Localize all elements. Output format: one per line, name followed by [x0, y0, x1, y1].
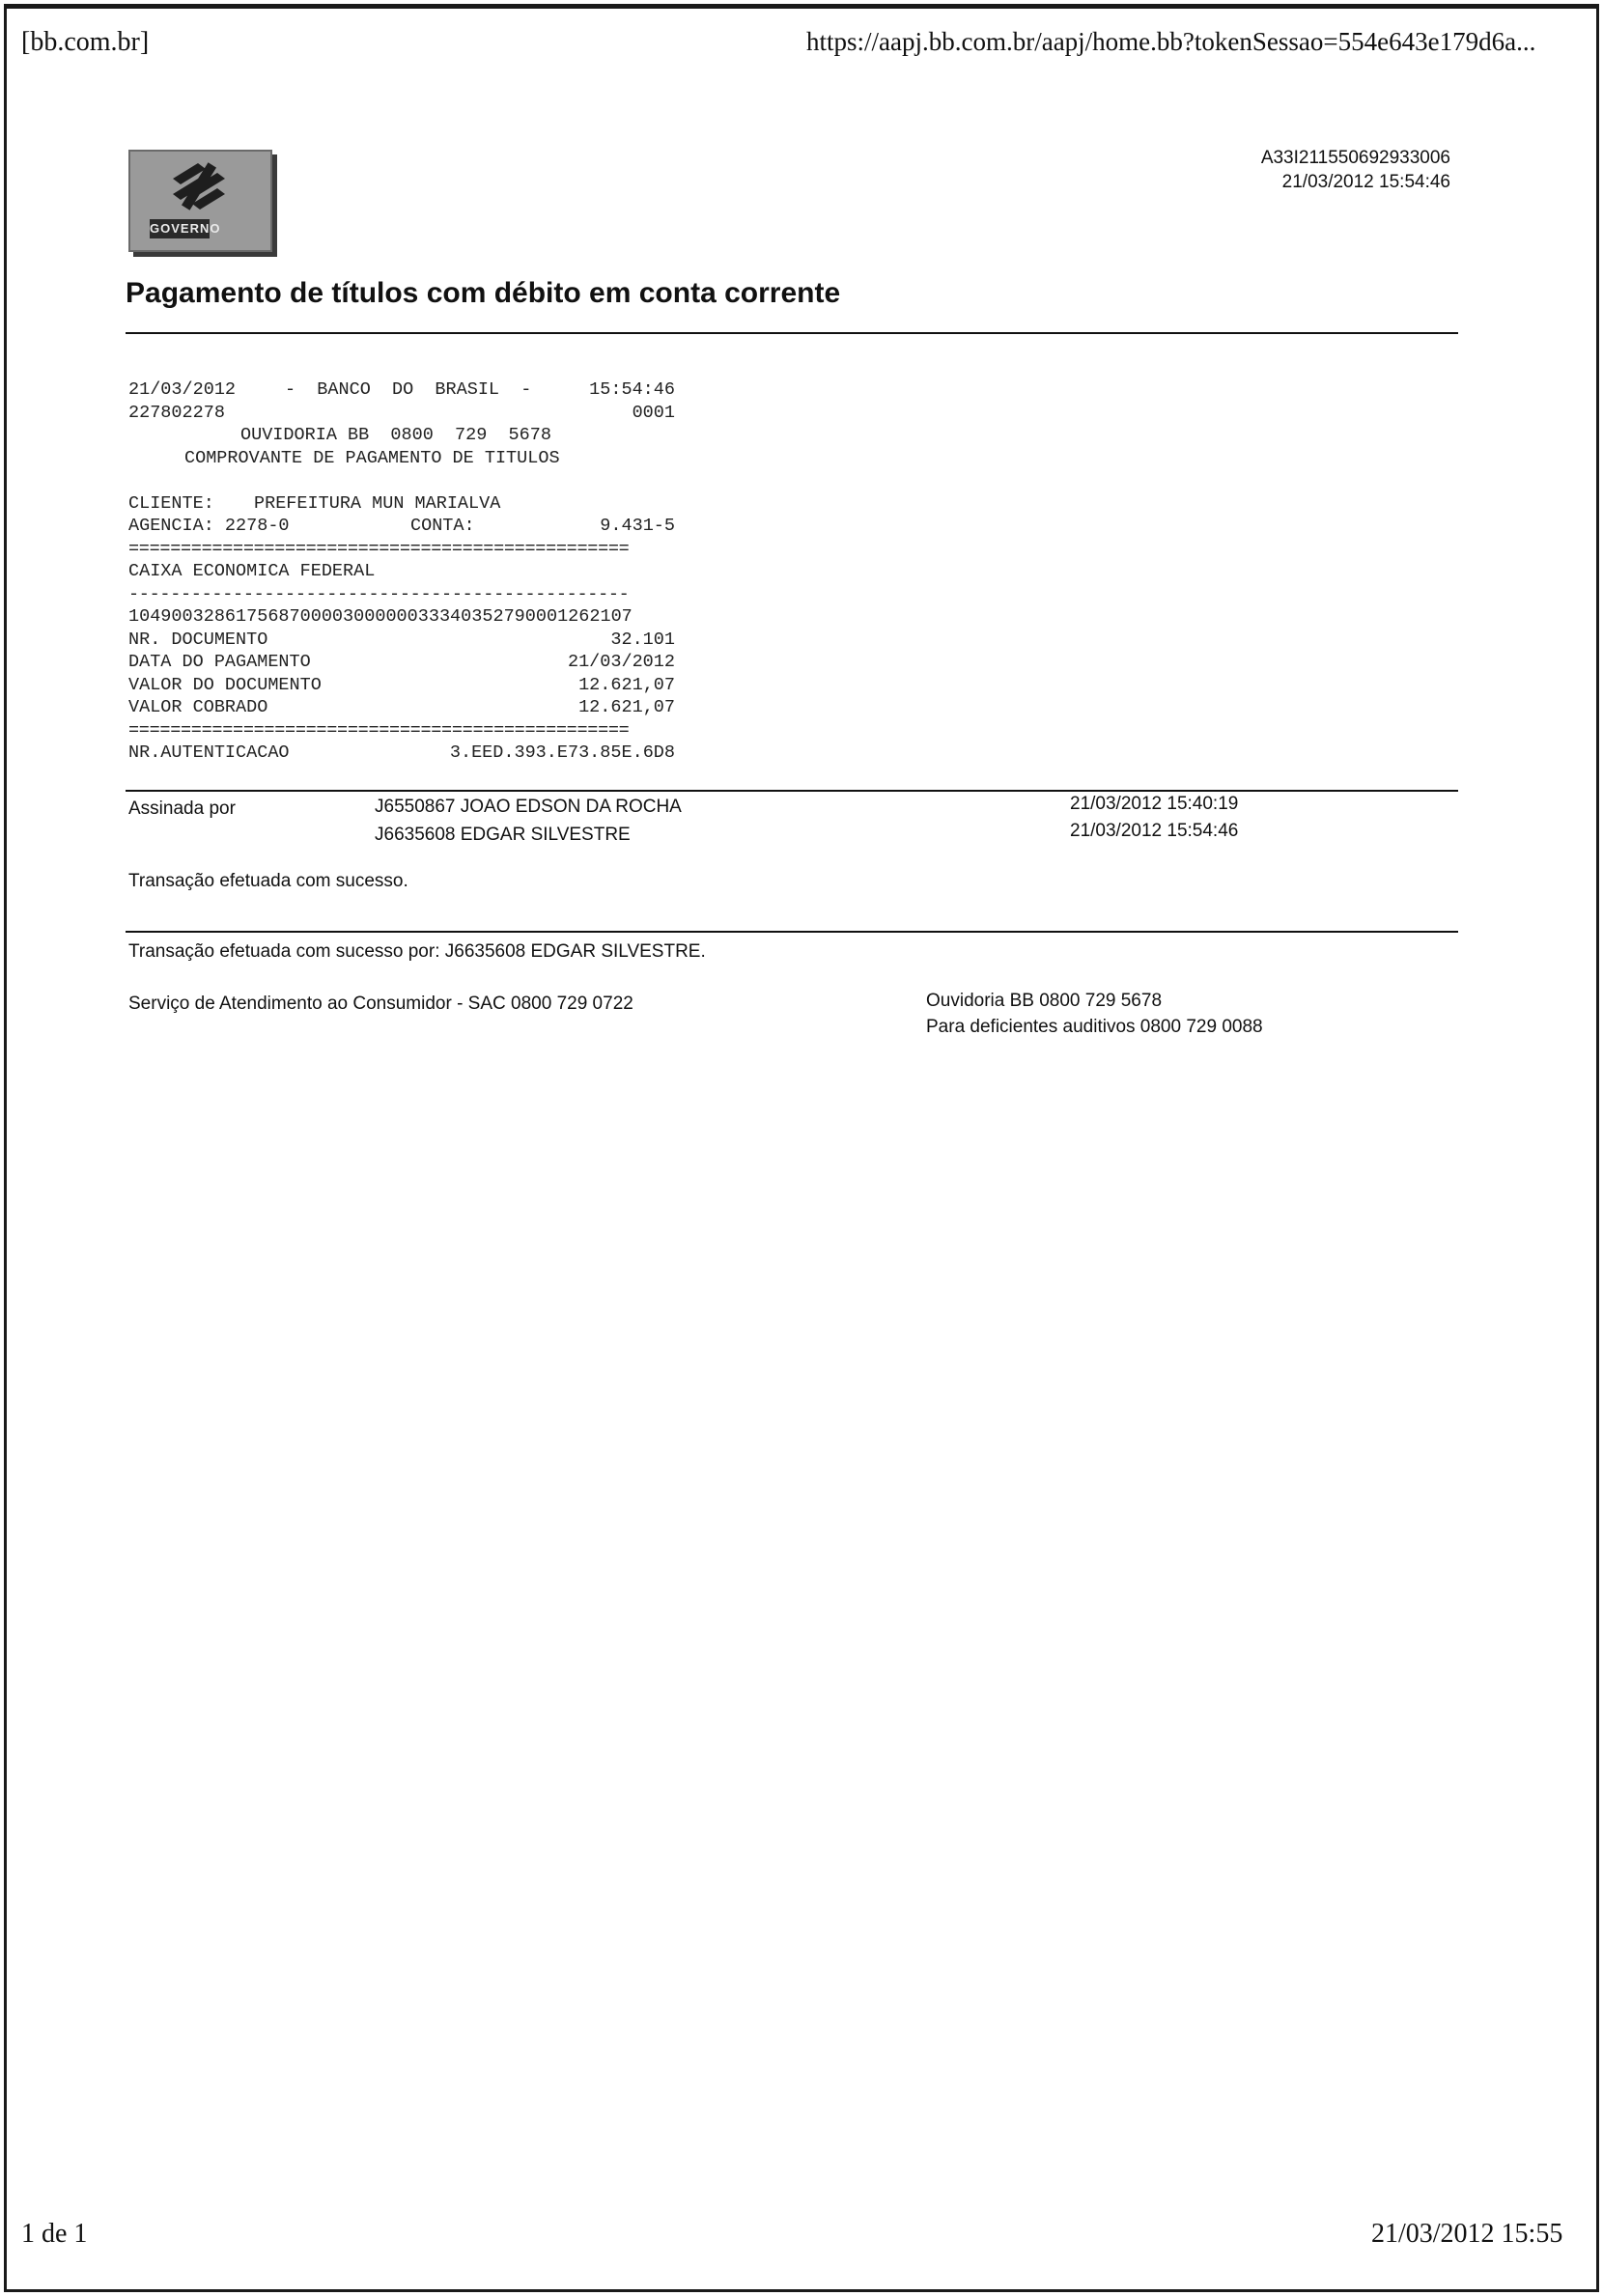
receipt-item-row: [128, 651, 675, 674]
receipt-item-row: [128, 629, 675, 652]
receipt-beneficiario: CAIXA ECONOMICA FEDERAL: [128, 561, 376, 581]
receipt-autenticacao-value: 3.EED.393.E73.85E.6D8: [449, 742, 675, 763]
bb-logo-icon: [169, 159, 229, 213]
receipt-terminal: 227802278: [128, 402, 225, 423]
receipt-ouvidoria: OUVIDORIA BB 0800 729 5678: [240, 425, 551, 445]
receipt-ouvidoria-row: [128, 424, 675, 447]
receipt-item-row: [128, 696, 675, 719]
payment-receipt: [128, 378, 675, 765]
receipt-spacer: [128, 469, 675, 492]
receipt-cliente-row: [128, 492, 675, 516]
signed-by-label: Assinada por: [128, 798, 236, 819]
receipt-beneficiario-row: [128, 560, 675, 583]
receipt-separator-single: ------------------------------------------------: [128, 583, 630, 604]
print-header-site: [bb.com.br]: [21, 27, 150, 57]
receipt-cliente-label: CLIENTE:: [128, 492, 214, 514]
deficientes-contact: Para deficientes auditivos 0800 729 0088: [926, 1017, 1263, 1037]
receipt-bank: - BANCO DO BRASIL -: [285, 379, 532, 400]
receipt-item-value: 12.621,07: [578, 697, 675, 717]
receipt-item-value: 12.621,07: [578, 674, 675, 695]
receipt-cliente-value: PREFEITURA MUN MARIALVA: [254, 492, 501, 514]
receipt-item-value: 21/03/2012: [567, 652, 675, 672]
receipt-barcode: 10490032861756870000300000033340352790001262107: [128, 606, 633, 627]
receipt-conta-label: CONTA:: [410, 516, 475, 536]
title-divider: [126, 332, 1458, 334]
signer-name: J6550867 JOAO EDSON DA ROCHA: [375, 797, 682, 817]
print-footer-datetime: 21/03/2012 15:55: [1371, 2219, 1563, 2249]
bank-logo: [128, 150, 272, 252]
receipt-barcode-row: [128, 605, 675, 629]
signer-datetime: 21/03/2012 15:40:19: [1070, 794, 1239, 814]
status-divider: [126, 931, 1458, 933]
receipt-seq: 0001: [632, 402, 675, 423]
receipt-separator-double: ================================================: [128, 538, 630, 559]
reference-code: A33I211550692933006: [1260, 148, 1450, 168]
print-header-url: https://aapj.bb.com.br/aapj/home.bb?tokenSessao=554e643e179d6a...: [806, 27, 1536, 56]
receipt-item-value: 32.101: [610, 629, 675, 650]
signer-name: J6635608 EDGAR SILVESTRE: [375, 825, 631, 845]
receipt-item-label: VALOR COBRADO: [128, 697, 268, 717]
receipt-item-row: [128, 674, 675, 697]
reference-datetime: 21/03/2012 15:54:46: [1281, 172, 1450, 192]
receipt-separator-double: ================================================: [128, 719, 630, 741]
receipt-agencia: AGENCIA: 2278-0: [128, 516, 290, 536]
sac-contact: Serviço de Atendimento ao Consumidor - SAC 0800 729 0722: [128, 994, 633, 1014]
page-border: [4, 4, 1599, 2292]
logo-label: GOVERNO: [150, 219, 210, 238]
receipt-item-label: NR. DOCUMENTO: [128, 629, 268, 650]
status-by-message: Transação efetuada com sucesso por: J6635608 EDGAR SILVESTRE.: [128, 941, 706, 962]
receipt-item-label: VALOR DO DOCUMENTO: [128, 674, 322, 695]
receipt-time: 15:54:46: [589, 379, 675, 400]
receipt-comprovante: COMPROVANTE DE PAGAMENTO DE TITULOS: [184, 447, 560, 468]
signature-divider: [126, 790, 1458, 792]
receipt-header-row: [128, 378, 675, 402]
receipt-item-label: DATA DO PAGAMENTO: [128, 652, 311, 672]
status-message: Transação efetuada com sucesso.: [128, 871, 408, 891]
receipt-terminal-row: [128, 402, 675, 425]
receipt-conta-value: 9.431-5: [600, 516, 675, 536]
page-title: Pagamento de títulos com débito em conta corrente: [126, 277, 841, 309]
ouvidoria-contact: Ouvidoria BB 0800 729 5678: [926, 991, 1163, 1011]
receipt-comprovante-row: [128, 447, 675, 470]
receipt-autenticacao-label: NR.AUTENTICACAO: [128, 742, 290, 763]
receipt-autenticacao-row: [128, 742, 675, 765]
print-footer-page: 1 de 1: [21, 2219, 88, 2249]
signer-datetime: 21/03/2012 15:54:46: [1070, 821, 1239, 841]
receipt-conta-row: [128, 515, 675, 538]
receipt-date: 21/03/2012: [128, 379, 237, 400]
